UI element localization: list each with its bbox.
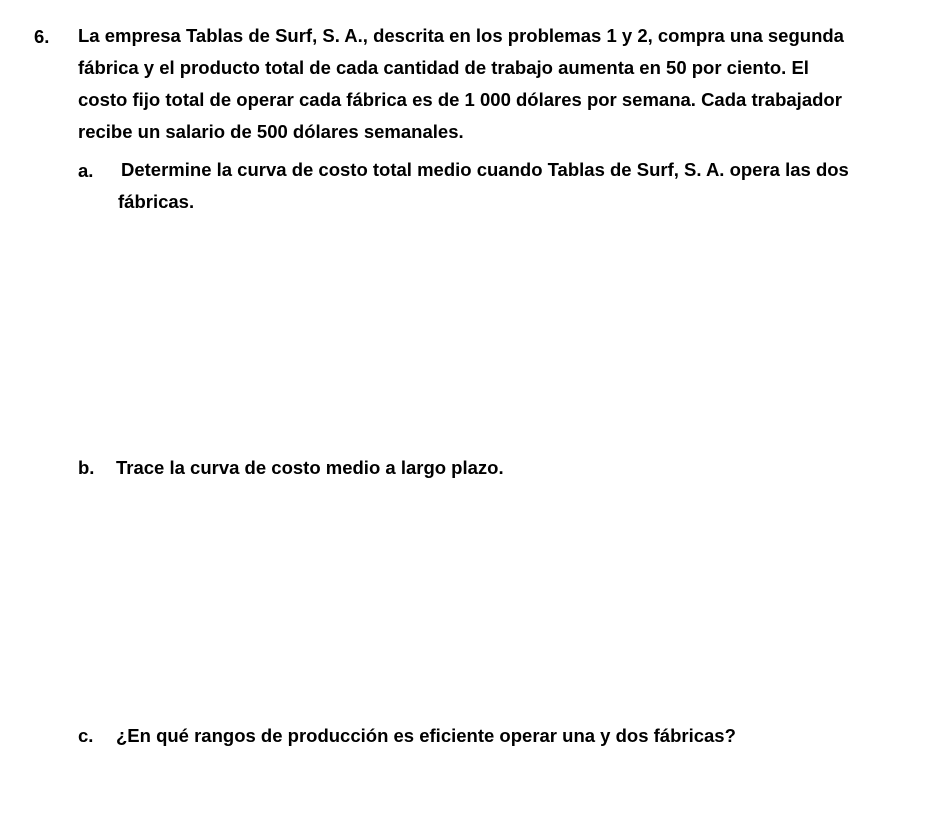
problem-number: 6. [34, 26, 50, 47]
part-b-label: b. [78, 457, 95, 478]
part-a-text [118, 154, 849, 218]
part-b-text: Trace la curva de costo medio a largo plazo. [116, 457, 504, 478]
statement-line: La empresa Tablas de Surf, S. A., descrita en los problemas 1 y 2, compra una segunda [78, 25, 844, 46]
statement-line: fábrica y el producto total de cada cantidad de trabajo aumenta en 50 por ciento. El [78, 57, 809, 78]
part-line: Determine la curva de costo total medio cuando Tablas de Surf, S. A. opera las dos [121, 159, 849, 180]
statement-line: recibe un salario de 500 dólares semanales. [78, 121, 464, 142]
part-a-label: a. [78, 160, 94, 181]
part-c-text: ¿En qué rangos de producción es eficiente operar una y dos fábricas? [116, 725, 736, 746]
part-c-label: c. [78, 725, 94, 746]
part-line: fábricas. [118, 191, 195, 212]
statement-line: costo fijo total de operar cada fábrica es de 1 000 dólares por semana. Cada trabajador [78, 89, 842, 110]
problem-statement [78, 20, 844, 148]
